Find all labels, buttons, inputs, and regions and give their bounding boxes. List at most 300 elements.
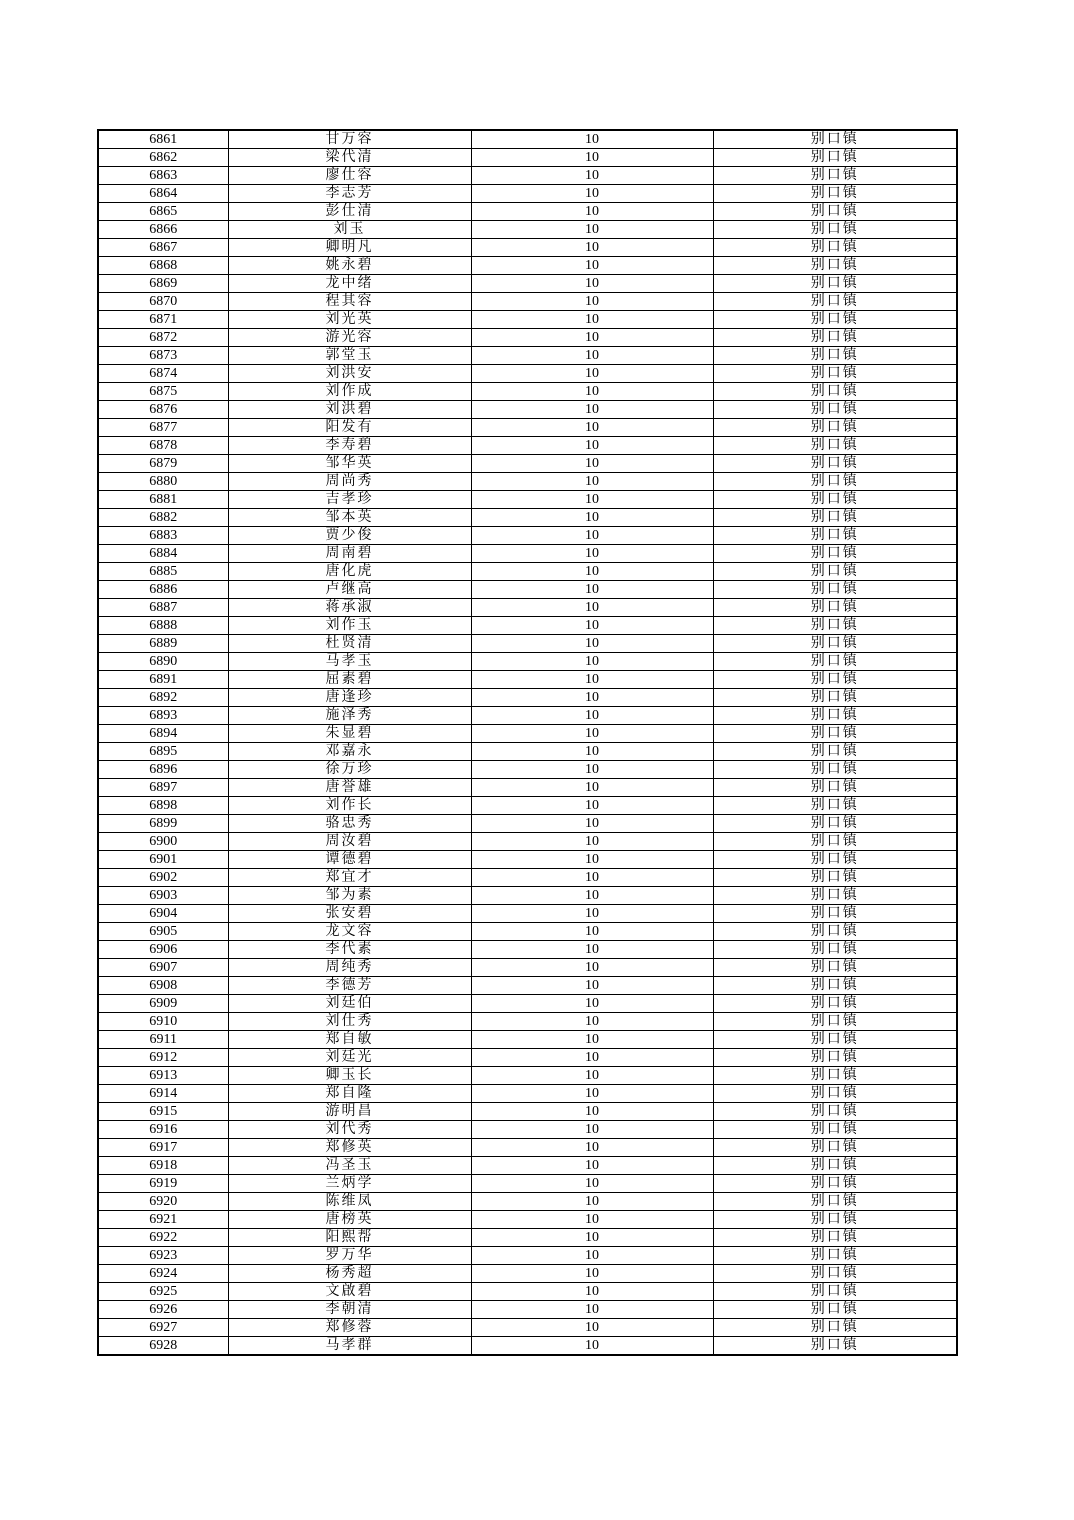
table-row: [98, 365, 957, 383]
name-cell: 李志芳: [228, 185, 471, 203]
name-cell: 杨秀超: [228, 1265, 471, 1283]
table-row: [98, 437, 957, 455]
table-row: [98, 1049, 957, 1067]
name-cell: 游明昌: [228, 1103, 471, 1121]
name-cell: 刘代秀: [228, 1121, 471, 1139]
town-cell: 别口镇: [713, 491, 957, 509]
town-cell: 别口镇: [713, 257, 957, 275]
table-row: [98, 761, 957, 779]
town-cell: 别口镇: [713, 347, 957, 365]
name-cell: 张安碧: [228, 905, 471, 923]
amount-cell: 10: [471, 167, 713, 185]
table-row: [98, 959, 957, 977]
name-cell: 蒋承淑: [228, 599, 471, 617]
amount-cell: 10: [471, 833, 713, 851]
serial-number-cell: 6875: [98, 383, 228, 401]
amount-cell: 10: [471, 311, 713, 329]
town-cell: 别口镇: [713, 725, 957, 743]
town-cell: 别口镇: [713, 887, 957, 905]
table-row: [98, 509, 957, 527]
amount-cell: 10: [471, 239, 713, 257]
town-cell: 别口镇: [713, 1319, 957, 1337]
amount-cell: 10: [471, 1319, 713, 1337]
amount-cell: 10: [471, 329, 713, 347]
name-cell: 刘洪安: [228, 365, 471, 383]
amount-cell: 10: [471, 1085, 713, 1103]
town-cell: 别口镇: [713, 1013, 957, 1031]
town-cell: 别口镇: [713, 329, 957, 347]
town-cell: 别口镇: [713, 473, 957, 491]
town-cell: 别口镇: [713, 365, 957, 383]
name-cell: 刘玉: [228, 221, 471, 239]
table-row: [98, 1283, 957, 1301]
town-cell: 别口镇: [713, 1247, 957, 1265]
name-cell: 邹本英: [228, 509, 471, 527]
serial-number-cell: 6911: [98, 1031, 228, 1049]
town-cell: 别口镇: [713, 671, 957, 689]
amount-cell: 10: [471, 383, 713, 401]
name-cell: 刘光英: [228, 311, 471, 329]
table-row: [98, 1247, 957, 1265]
serial-number-cell: 6923: [98, 1247, 228, 1265]
serial-number-cell: 6873: [98, 347, 228, 365]
name-cell: 游光容: [228, 329, 471, 347]
town-cell: 别口镇: [713, 149, 957, 167]
town-cell: 别口镇: [713, 941, 957, 959]
name-cell: 周汝碧: [228, 833, 471, 851]
amount-cell: 10: [471, 509, 713, 527]
name-cell: 李寿碧: [228, 437, 471, 455]
amount-cell: 10: [471, 887, 713, 905]
name-cell: 文啟碧: [228, 1283, 471, 1301]
table-row: [98, 257, 957, 275]
amount-cell: 10: [471, 977, 713, 995]
serial-number-cell: 6862: [98, 149, 228, 167]
serial-number-cell: 6903: [98, 887, 228, 905]
amount-cell: 10: [471, 1175, 713, 1193]
table-row: [98, 1319, 957, 1337]
serial-number-cell: 6880: [98, 473, 228, 491]
name-cell: 龙文容: [228, 923, 471, 941]
amount-cell: 10: [471, 473, 713, 491]
town-cell: 别口镇: [713, 1211, 957, 1229]
table-row: [98, 1121, 957, 1139]
table-row: [98, 203, 957, 221]
table-row: [98, 275, 957, 293]
name-cell: 郑自隆: [228, 1085, 471, 1103]
amount-cell: 10: [471, 941, 713, 959]
serial-number-cell: 6892: [98, 689, 228, 707]
town-cell: 别口镇: [713, 869, 957, 887]
serial-number-cell: 6878: [98, 437, 228, 455]
name-cell: 罗万华: [228, 1247, 471, 1265]
amount-cell: 10: [471, 365, 713, 383]
name-cell: 刘廷伯: [228, 995, 471, 1013]
table-row: [98, 923, 957, 941]
data-table: [97, 129, 958, 1356]
town-cell: 别口镇: [713, 905, 957, 923]
town-cell: 别口镇: [713, 1157, 957, 1175]
amount-cell: 10: [471, 1013, 713, 1031]
serial-number-cell: 6920: [98, 1193, 228, 1211]
table-row: [98, 401, 957, 419]
table-row: [98, 599, 957, 617]
name-cell: 李代素: [228, 941, 471, 959]
name-cell: 唐逢珍: [228, 689, 471, 707]
serial-number-cell: 6897: [98, 779, 228, 797]
table-row: [98, 149, 957, 167]
name-cell: 甘万容: [228, 130, 471, 149]
serial-number-cell: 6904: [98, 905, 228, 923]
amount-cell: 10: [471, 581, 713, 599]
name-cell: 阳发有: [228, 419, 471, 437]
town-cell: 别口镇: [713, 977, 957, 995]
amount-cell: 10: [471, 1031, 713, 1049]
table-row: [98, 689, 957, 707]
table-row: [98, 130, 957, 149]
serial-number-cell: 6883: [98, 527, 228, 545]
table-row: [98, 185, 957, 203]
name-cell: 刘洪碧: [228, 401, 471, 419]
table-row: [98, 383, 957, 401]
amount-cell: 10: [471, 743, 713, 761]
serial-number-cell: 6891: [98, 671, 228, 689]
amount-cell: 10: [471, 563, 713, 581]
amount-cell: 10: [471, 130, 713, 149]
table-row: [98, 1301, 957, 1319]
table-row: [98, 1229, 957, 1247]
table-row: [98, 779, 957, 797]
town-cell: 别口镇: [713, 851, 957, 869]
name-cell: 刘作成: [228, 383, 471, 401]
town-cell: 别口镇: [713, 419, 957, 437]
name-cell: 李德芳: [228, 977, 471, 995]
serial-number-cell: 6900: [98, 833, 228, 851]
town-cell: 别口镇: [713, 779, 957, 797]
table-row: [98, 743, 957, 761]
amount-cell: 10: [471, 149, 713, 167]
town-cell: 别口镇: [713, 1301, 957, 1319]
town-cell: 别口镇: [713, 959, 957, 977]
town-cell: 别口镇: [713, 275, 957, 293]
amount-cell: 10: [471, 725, 713, 743]
town-cell: 别口镇: [713, 185, 957, 203]
name-cell: 李朝清: [228, 1301, 471, 1319]
name-cell: 郑修蓉: [228, 1319, 471, 1337]
serial-number-cell: 6896: [98, 761, 228, 779]
name-cell: 阳熙帮: [228, 1229, 471, 1247]
table-row: [98, 1337, 957, 1356]
town-cell: 别口镇: [713, 743, 957, 761]
amount-cell: 10: [471, 275, 713, 293]
table-row: [98, 581, 957, 599]
name-cell: 姚永碧: [228, 257, 471, 275]
town-cell: 别口镇: [713, 1229, 957, 1247]
table-row: [98, 941, 957, 959]
serial-number-cell: 6925: [98, 1283, 228, 1301]
table-row: [98, 833, 957, 851]
town-cell: 别口镇: [713, 1085, 957, 1103]
name-cell: 刘作玉: [228, 617, 471, 635]
name-cell: 梁代清: [228, 149, 471, 167]
serial-number-cell: 6888: [98, 617, 228, 635]
name-cell: 吉孝珍: [228, 491, 471, 509]
table-row: [98, 311, 957, 329]
town-cell: 别口镇: [713, 1031, 957, 1049]
town-cell: 别口镇: [713, 1265, 957, 1283]
town-cell: 别口镇: [713, 1121, 957, 1139]
serial-number-cell: 6881: [98, 491, 228, 509]
town-cell: 别口镇: [713, 221, 957, 239]
serial-number-cell: 6918: [98, 1157, 228, 1175]
amount-cell: 10: [471, 347, 713, 365]
name-cell: 谭德碧: [228, 851, 471, 869]
serial-number-cell: 6887: [98, 599, 228, 617]
table-row: [98, 545, 957, 563]
serial-number-cell: 6866: [98, 221, 228, 239]
amount-cell: 10: [471, 1157, 713, 1175]
name-cell: 邹为素: [228, 887, 471, 905]
serial-number-cell: 6893: [98, 707, 228, 725]
amount-cell: 10: [471, 1247, 713, 1265]
serial-number-cell: 6916: [98, 1121, 228, 1139]
town-cell: 别口镇: [713, 689, 957, 707]
amount-cell: 10: [471, 797, 713, 815]
town-cell: 别口镇: [713, 1067, 957, 1085]
serial-number-cell: 6908: [98, 977, 228, 995]
name-cell: 龙中绪: [228, 275, 471, 293]
table-row: [98, 1139, 957, 1157]
table-row: [98, 491, 957, 509]
table-row: [98, 797, 957, 815]
serial-number-cell: 6919: [98, 1175, 228, 1193]
name-cell: 廖仕容: [228, 167, 471, 185]
table-row: [98, 419, 957, 437]
town-cell: 别口镇: [713, 1049, 957, 1067]
town-cell: 别口镇: [713, 1337, 957, 1356]
serial-number-cell: 6871: [98, 311, 228, 329]
serial-number-cell: 6913: [98, 1067, 228, 1085]
name-cell: 彭仕清: [228, 203, 471, 221]
spreadsheet-page: [97, 129, 956, 1356]
town-cell: 别口镇: [713, 833, 957, 851]
serial-number-cell: 6905: [98, 923, 228, 941]
amount-cell: 10: [471, 923, 713, 941]
serial-number-cell: 6879: [98, 455, 228, 473]
amount-cell: 10: [471, 617, 713, 635]
name-cell: 陈维凤: [228, 1193, 471, 1211]
serial-number-cell: 6890: [98, 653, 228, 671]
town-cell: 别口镇: [713, 383, 957, 401]
table-row: [98, 1157, 957, 1175]
serial-number-cell: 6886: [98, 581, 228, 599]
serial-number-cell: 6877: [98, 419, 228, 437]
town-cell: 别口镇: [713, 599, 957, 617]
amount-cell: 10: [471, 1067, 713, 1085]
amount-cell: 10: [471, 419, 713, 437]
name-cell: 郑宜才: [228, 869, 471, 887]
serial-number-cell: 6872: [98, 329, 228, 347]
town-cell: 别口镇: [713, 1193, 957, 1211]
serial-number-cell: 6915: [98, 1103, 228, 1121]
amount-cell: 10: [471, 437, 713, 455]
table-row: [98, 1193, 957, 1211]
town-cell: 别口镇: [713, 617, 957, 635]
table-row: [98, 1103, 957, 1121]
serial-number-cell: 6914: [98, 1085, 228, 1103]
amount-cell: 10: [471, 293, 713, 311]
town-cell: 别口镇: [713, 1103, 957, 1121]
name-cell: 唐榜英: [228, 1211, 471, 1229]
name-cell: 郭堂玉: [228, 347, 471, 365]
serial-number-cell: 6867: [98, 239, 228, 257]
town-cell: 别口镇: [713, 563, 957, 581]
table-row: [98, 239, 957, 257]
name-cell: 郑自敏: [228, 1031, 471, 1049]
serial-number-cell: 6927: [98, 1319, 228, 1337]
table-row: [98, 329, 957, 347]
serial-number-cell: 6901: [98, 851, 228, 869]
table-row: [98, 1175, 957, 1193]
serial-number-cell: 6861: [98, 130, 228, 149]
name-cell: 邓嘉永: [228, 743, 471, 761]
amount-cell: 10: [471, 959, 713, 977]
town-cell: 别口镇: [713, 635, 957, 653]
serial-number-cell: 6869: [98, 275, 228, 293]
town-cell: 别口镇: [713, 167, 957, 185]
serial-number-cell: 6899: [98, 815, 228, 833]
table-row: [98, 221, 957, 239]
table-row: [98, 563, 957, 581]
serial-number-cell: 6863: [98, 167, 228, 185]
amount-cell: 10: [471, 653, 713, 671]
amount-cell: 10: [471, 527, 713, 545]
amount-cell: 10: [471, 1337, 713, 1356]
table-row: [98, 473, 957, 491]
name-cell: 贾少俊: [228, 527, 471, 545]
serial-number-cell: 6924: [98, 1265, 228, 1283]
name-cell: 刘作长: [228, 797, 471, 815]
town-cell: 别口镇: [713, 815, 957, 833]
amount-cell: 10: [471, 635, 713, 653]
table-row: [98, 905, 957, 923]
table-row: [98, 869, 957, 887]
serial-number-cell: 6926: [98, 1301, 228, 1319]
serial-number-cell: 6928: [98, 1337, 228, 1356]
amount-cell: 10: [471, 1229, 713, 1247]
amount-cell: 10: [471, 1265, 713, 1283]
amount-cell: 10: [471, 1049, 713, 1067]
table-row: [98, 617, 957, 635]
town-cell: 别口镇: [713, 455, 957, 473]
amount-cell: 10: [471, 455, 713, 473]
serial-number-cell: 6909: [98, 995, 228, 1013]
table-row: [98, 1067, 957, 1085]
town-cell: 别口镇: [713, 130, 957, 149]
amount-cell: 10: [471, 1211, 713, 1229]
town-cell: 别口镇: [713, 509, 957, 527]
table-row: [98, 707, 957, 725]
amount-cell: 10: [471, 257, 713, 275]
town-cell: 别口镇: [713, 761, 957, 779]
amount-cell: 10: [471, 869, 713, 887]
table-row: [98, 653, 957, 671]
serial-number-cell: 6885: [98, 563, 228, 581]
table-row: [98, 527, 957, 545]
amount-cell: 10: [471, 203, 713, 221]
amount-cell: 10: [471, 1103, 713, 1121]
amount-cell: 10: [471, 1193, 713, 1211]
table-row: [98, 851, 957, 869]
table-row: [98, 167, 957, 185]
serial-number-cell: 6902: [98, 869, 228, 887]
table-row: [98, 1085, 957, 1103]
town-cell: 别口镇: [713, 995, 957, 1013]
table-row: [98, 995, 957, 1013]
serial-number-cell: 6906: [98, 941, 228, 959]
town-cell: 别口镇: [713, 707, 957, 725]
table-row: [98, 455, 957, 473]
name-cell: 卢继高: [228, 581, 471, 599]
name-cell: 徐万珍: [228, 761, 471, 779]
name-cell: 邹华英: [228, 455, 471, 473]
name-cell: 郑修英: [228, 1139, 471, 1157]
name-cell: 冯圣玉: [228, 1157, 471, 1175]
serial-number-cell: 6889: [98, 635, 228, 653]
table-row: [98, 635, 957, 653]
amount-cell: 10: [471, 689, 713, 707]
amount-cell: 10: [471, 1121, 713, 1139]
town-cell: 别口镇: [713, 293, 957, 311]
serial-number-cell: 6876: [98, 401, 228, 419]
town-cell: 别口镇: [713, 1175, 957, 1193]
serial-number-cell: 6894: [98, 725, 228, 743]
amount-cell: 10: [471, 851, 713, 869]
table-row: [98, 1031, 957, 1049]
amount-cell: 10: [471, 599, 713, 617]
amount-cell: 10: [471, 221, 713, 239]
amount-cell: 10: [471, 1139, 713, 1157]
town-cell: 别口镇: [713, 239, 957, 257]
table-body: [98, 130, 957, 1355]
serial-number-cell: 6870: [98, 293, 228, 311]
serial-number-cell: 6910: [98, 1013, 228, 1031]
name-cell: 骆忠秀: [228, 815, 471, 833]
serial-number-cell: 6907: [98, 959, 228, 977]
name-cell: 刘廷光: [228, 1049, 471, 1067]
town-cell: 别口镇: [713, 653, 957, 671]
amount-cell: 10: [471, 491, 713, 509]
serial-number-cell: 6912: [98, 1049, 228, 1067]
table-row: [98, 1013, 957, 1031]
serial-number-cell: 6917: [98, 1139, 228, 1157]
name-cell: 马孝玉: [228, 653, 471, 671]
table-row: [98, 887, 957, 905]
name-cell: 唐化虎: [228, 563, 471, 581]
town-cell: 别口镇: [713, 311, 957, 329]
serial-number-cell: 6874: [98, 365, 228, 383]
town-cell: 别口镇: [713, 401, 957, 419]
table-row: [98, 977, 957, 995]
name-cell: 唐誉雄: [228, 779, 471, 797]
town-cell: 别口镇: [713, 545, 957, 563]
amount-cell: 10: [471, 1301, 713, 1319]
serial-number-cell: 6895: [98, 743, 228, 761]
town-cell: 别口镇: [713, 1139, 957, 1157]
serial-number-cell: 6898: [98, 797, 228, 815]
town-cell: 别口镇: [713, 1283, 957, 1301]
name-cell: 周尚秀: [228, 473, 471, 491]
